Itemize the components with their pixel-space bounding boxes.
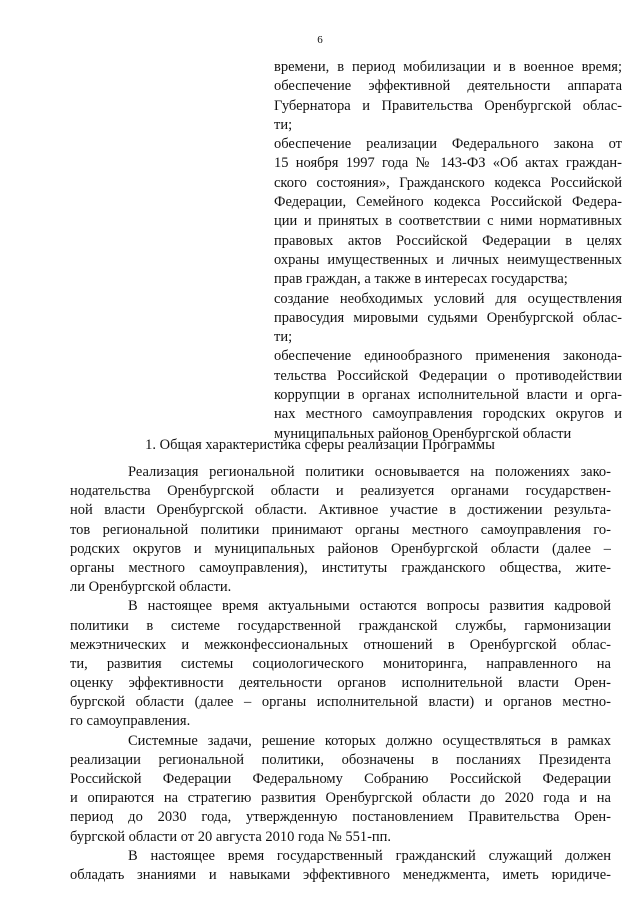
text-line: ти; <box>274 116 293 133</box>
paragraph-line: Системные задачи, решение которых должно осуществляться в рамках <box>128 732 611 749</box>
text-line: тельства Российской Федерации о противодействии <box>274 367 622 384</box>
paragraph-line: тов региональной политики принимают органы местного самоуправления го- <box>70 521 611 538</box>
paragraph-line: родских округов и муниципальных районов Оренбургской области (далее – <box>70 540 611 557</box>
paragraph-line: период до 2030 года, утвержденную постановлением Правительства Орен- <box>70 809 611 826</box>
paragraph-line: Российской Федерации Федеральному Собранию Российской Федерации <box>70 771 611 787</box>
text-line: обеспечение единообразного применения законода- <box>274 348 622 365</box>
page-number: 6 <box>317 34 323 46</box>
text-line: обеспечение эффективной деятельности аппарата <box>274 78 622 95</box>
body-text <box>70 463 611 885</box>
text-line: Губернатора и Правительства Оренбургской облас- <box>274 97 622 114</box>
paragraph-line: органы местного самоуправления), институты гражданского общества, жите- <box>70 559 611 576</box>
paragraph-line: В настоящее время актуальными остаются вопросы развития кадровой <box>128 598 611 615</box>
text-line: нах местного самоуправления городских округов и <box>274 406 622 423</box>
paragraph-line: обладать знаниями и навыками эффективного менеджмента, иметь юридиче- <box>70 866 611 883</box>
text-line: ции и принятых в соответствии с ними нормативных <box>274 213 622 230</box>
paragraph-line: бургской области (далее – органы исполнительной власти) и органов местно- <box>70 694 611 711</box>
paragraph-line: и опираются на стратегию развития Оренбургской области до 2020 года и на <box>70 790 611 807</box>
table-cell-text <box>274 58 622 444</box>
paragraph-line: го самоуправления. <box>70 713 191 730</box>
paragraph-line: ной власти Оренбургской области. Активное участие в достижении результа- <box>70 502 611 519</box>
text-line: муниципальных районов Оренбургской области <box>274 425 572 442</box>
text-line: коррупции в органах исполнительной власти и орга- <box>274 387 622 404</box>
text-line: охраны имущественных и личных неимущественных <box>274 251 622 268</box>
paragraph-line: бургской области от 20 августа 2010 года № 551-пп. <box>70 828 392 845</box>
text-line: ти; <box>274 329 293 346</box>
paragraph-line: ли Оренбургской области. <box>70 579 232 596</box>
text-line: прав граждан, а также в интересах государства; <box>274 271 568 288</box>
paragraph-line: реализации региональной политики, обозначены в посланиях Президента <box>70 751 611 768</box>
text-line: создание необходимых условий для осуществления <box>274 290 622 307</box>
text-line: правовых актов Российской Федерации в целях <box>274 232 622 249</box>
section-heading: 1. Общая характеристика сферы реализации Программы <box>145 437 495 453</box>
paragraph-line: оценку эффективности деятельности органов исполнительной власти Орен- <box>70 675 611 692</box>
text-line: ского состояния», Гражданского кодекса Российской <box>274 174 622 191</box>
paragraph-line: ти, развития системы социологического мониторинга, направленного на <box>70 655 611 672</box>
paragraph-line: нодательства Оренбургской области и реализуется органами государствен- <box>70 483 611 500</box>
paragraph-line: В настоящее время государственный гражданский служащий должен <box>128 847 611 864</box>
paragraph-line: межэтнических и межконфессиональных отношений в Оренбургской облас- <box>70 636 611 653</box>
text-line: 15 ноября 1997 года № 143-ФЗ «Об актах граждан- <box>274 155 622 172</box>
text-line: Федерации, Семейного кодекса Российской Федера- <box>274 194 622 211</box>
text-line: времени, в период мобилизации и в военное время; <box>274 59 622 75</box>
text-line: обеспечение реализации Федерального закона от <box>274 136 622 153</box>
text-line: правосудия мировыми судьями Оренбургской облас- <box>274 309 622 326</box>
paragraph-line: Реализация региональной политики основывается на положениях зако- <box>128 464 611 480</box>
paragraph-line: политики в системе государственной гражданской службы, гармонизации <box>70 617 611 634</box>
